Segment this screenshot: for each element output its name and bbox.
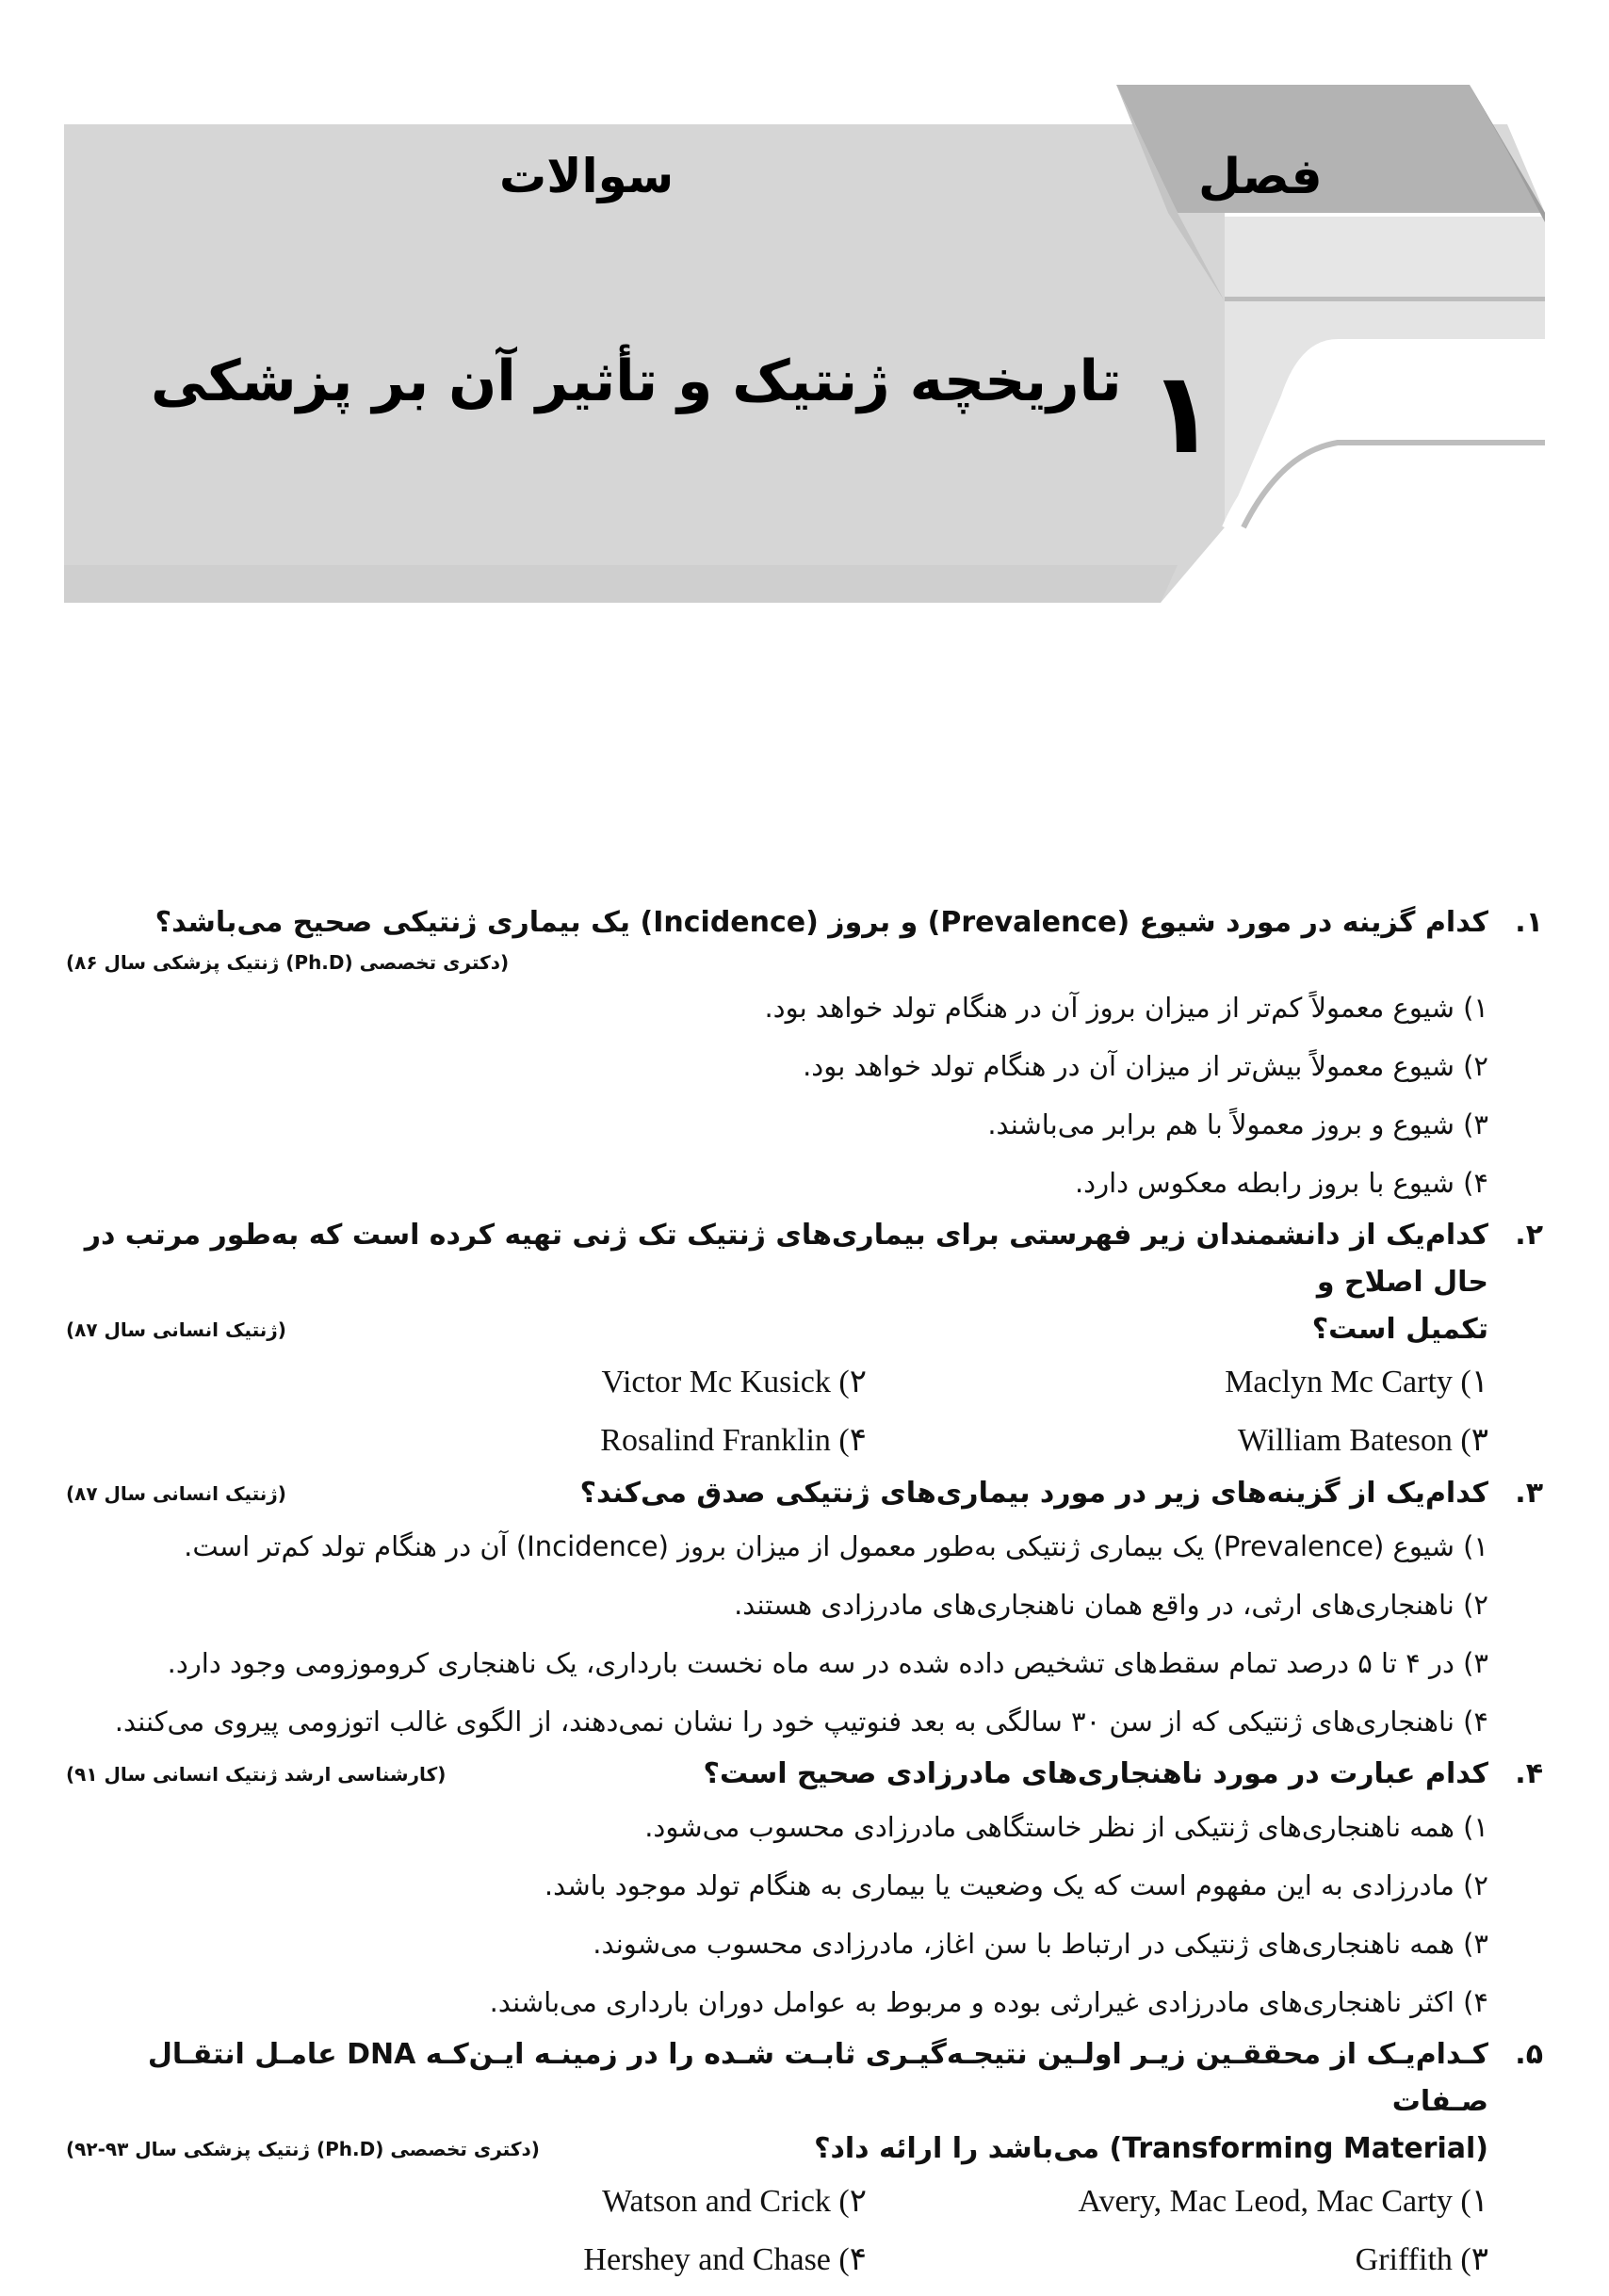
chapter-title: تاریخچه ژنتیک و تأثیر آن بر پزشکی xyxy=(151,348,1122,414)
option-3[interactable]: ۳) همه ناهنجاری‌های ژنتیکی در ارتباط با سن اغاز، مادرزادی محسوب می‌شوند. xyxy=(593,1928,1488,1960)
question-number: ۱. xyxy=(1515,906,1543,939)
option-2[interactable]: ۲) شیوع معمولاً بیش‌تر از میزان آن در هنگام تولد خواهد بود. xyxy=(803,1050,1488,1082)
question-text: کدام عبارت در مورد ناهنجاری‌های مادرزادی صحیح است؟ xyxy=(703,1757,1488,1790)
option-4[interactable]: ۴) شیوع با بروز رابطه معکوس دارد. xyxy=(1074,1167,1488,1199)
question-number: ۴. xyxy=(1515,1757,1543,1790)
option-3[interactable]: ۳) William Bateson xyxy=(1237,1423,1488,1458)
question-3 xyxy=(66,1470,1543,1751)
question-source: (ژنتیک انسانی سال ۸۷) xyxy=(66,1482,286,1505)
option-2[interactable]: ۲) مادرزادی به این مفهوم است که یک وضعیت یا بیماری به هنگام تولد موجود باشد. xyxy=(544,1869,1488,1901)
question-source: (ژنتیک انسانی سال ۸۷) xyxy=(66,1318,286,1341)
question-source: (دکتری تخصصی (Ph.D) ژنتیک پزشکی سال ۹۳-۹۲) xyxy=(66,2138,540,2160)
question-source: (دکتری تخصصی (Ph.D) ژنتیک پزشکی سال ۸۶) xyxy=(66,951,510,974)
question-2 xyxy=(66,1212,1543,1470)
banner-graphic xyxy=(0,0,1609,659)
option-4[interactable]: ۴) Hershey and Chase xyxy=(583,2242,867,2277)
chapter-number: ۱ xyxy=(1147,348,1217,479)
question-source: (کارشناسی ارشد ژنتیک انسانی سال ۹۱) xyxy=(66,1763,447,1786)
question-text-line-1: کدام‌یک از دانشمندان زیر فهرستی برای بیماری‌های ژنتیک تک ژنی تهیه کرده است که به‌طور مرتب در حال اصلاح و xyxy=(84,1219,1488,1299)
option-1[interactable]: ۱) همه ناهنجاری‌های ژنتیکی از نظر خاستگاهی مادرزادی محسوب می‌شود. xyxy=(644,1811,1488,1843)
question-text: کدام‌یک از گزینه‌های زیر در مورد بیماری‌های ژنتیکی صدق می‌کند؟ xyxy=(579,1477,1488,1510)
question-number: ۵. xyxy=(1515,2038,1543,2071)
option-1[interactable]: ۱) Maclyn Mc Carty xyxy=(1225,1365,1488,1399)
option-4[interactable]: ۴) Rosalind Franklin xyxy=(600,1423,867,1458)
section-label: سوالات xyxy=(499,149,674,203)
chapter-label: فصل xyxy=(1198,149,1323,205)
chapter-banner xyxy=(0,0,1609,659)
question-number: ۲. xyxy=(1515,1219,1543,1252)
question-1 xyxy=(66,899,1543,1212)
option-4[interactable]: ۴) اکثر ناهنجاری‌های مادرزادی غیرارثی بوده و مربوط به عوامل دوران بارداری می‌باشند. xyxy=(489,1986,1488,2018)
option-3[interactable]: ۳) در ۴ تا ۵ درصد تمام سقط‌های تشخیص داده شده در سه ماه نخست بارداری، یک ناهنجاری کروموزومی وجود دارد. xyxy=(167,1647,1488,1679)
question-text-line-1: کـدام‌یـک از محققـین زیـر اولـین نتیجـه‌گیـری ثابـت شـده را در زمینـه ایـن‌کـه DNA عامـل انتقـال صـفات xyxy=(147,2038,1488,2118)
option-4[interactable]: ۴) ناهنجاری‌های ژنتیکی که از سن ۳۰ سالگی به بعد فنوتیپ خود را نشان نمی‌دهند، از الگوی غالب اتوزومی پیروی می‌کنند. xyxy=(114,1706,1488,1738)
option-2[interactable]: ۲) Watson and Crick xyxy=(602,2184,867,2219)
option-1[interactable]: ۱) شیوع معمولاً کم‌تر از میزان بروز آن در هنگام تولد خواهد بود. xyxy=(764,992,1488,1024)
option-3[interactable]: ۳) Griffith xyxy=(1355,2242,1488,2277)
question-5 xyxy=(66,2031,1543,2289)
question-text-line-2: (Transforming Material) می‌باشد را ارائه داد؟ xyxy=(814,2132,1488,2165)
question-text: کدام گزینه در مورد شیوع (Prevalence) و بروز (Incidence) یک بیماری ژنتیکی صحیح می‌باشد؟ xyxy=(154,906,1488,939)
question-text-line-2: تکمیل است؟ xyxy=(1311,1313,1488,1346)
option-2[interactable]: ۲) ناهنجاری‌های ارثی، در واقع همان ناهنجاری‌های مادرزادی هستند. xyxy=(734,1589,1488,1621)
option-1[interactable]: ۱) شیوع (Prevalence) یک بیماری ژنتیکی به‌طور معمول از میزان بروز (Incidence) آن در هنگام تولد کم‌تر است. xyxy=(184,1530,1488,1562)
option-2[interactable]: ۲) Victor Mc Kusick xyxy=(601,1365,867,1399)
question-number: ۳. xyxy=(1515,1477,1543,1510)
option-3[interactable]: ۳) شیوع و بروز معمولاً با هم برابر می‌باشند. xyxy=(987,1108,1488,1140)
question-4 xyxy=(66,1751,1543,2031)
question-list xyxy=(66,899,1543,2289)
option-1[interactable]: ۱) Avery, Mac Leod, Mac Carty xyxy=(1078,2184,1488,2219)
